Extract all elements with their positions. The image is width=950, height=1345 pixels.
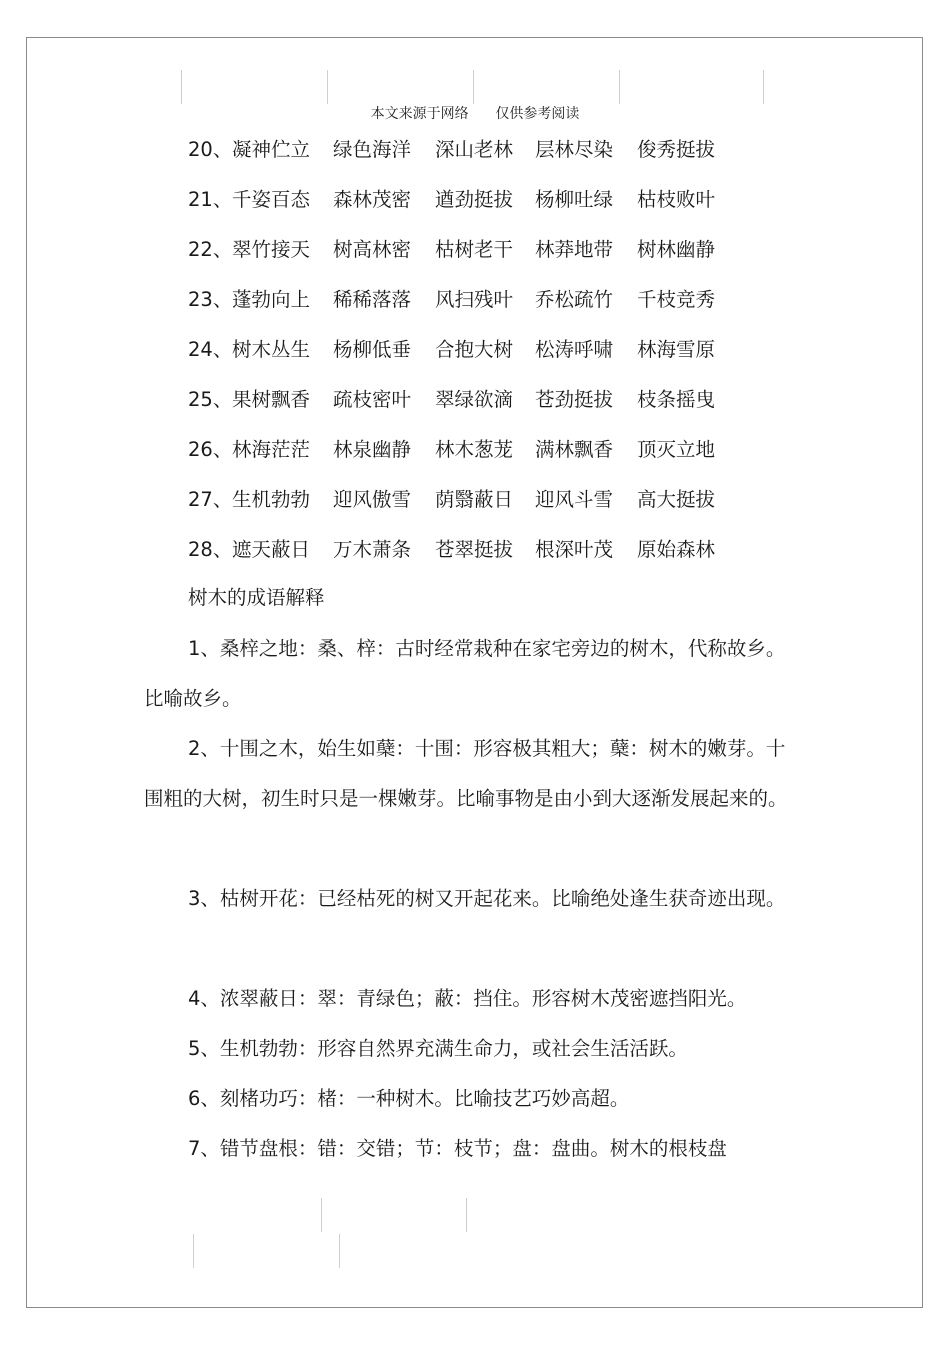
idiom-row [188, 535, 748, 565]
idiom-item: 绿色海洋 [333, 138, 412, 161]
header-note: 本文来源于网络 仅供参考阅读 [370, 106, 580, 122]
idiom-item: 遮天蔽日 [232, 538, 311, 561]
idiom-item: 生机勃勃 [232, 488, 311, 511]
idiom-item: 枯枝败叶 [637, 188, 716, 211]
idiom-item: 原始森林 [637, 538, 716, 561]
idiom-item: 果树飘香 [232, 388, 311, 411]
section-title: 树木的成语解释 [188, 586, 325, 609]
idiom-item: 深山老林 [435, 138, 514, 161]
idiom-item: 树木丛生 [232, 338, 311, 361]
idiom-row-number: 26、 [188, 438, 233, 461]
idiom-item: 合抱大树 [435, 338, 514, 361]
idiom-item: 翠竹接天 [232, 238, 311, 261]
idiom-row [188, 435, 748, 465]
idiom-row-number: 22、 [188, 238, 233, 261]
idiom-item: 林海雪原 [637, 338, 716, 361]
idiom-item: 高大挺拔 [637, 488, 716, 511]
idiom-row-number: 23、 [188, 288, 233, 311]
idiom-item: 枝条摇曳 [637, 388, 716, 411]
idiom-item: 翠绿欲滴 [435, 388, 514, 411]
idiom-item: 杨柳低垂 [333, 338, 412, 361]
idiom-item: 根深叶茂 [535, 538, 614, 561]
explanation-6: 6、刻楮功巧：楮：一种树木。比喻技艺巧妙高超。 [188, 1087, 630, 1110]
idiom-row-number: 24、 [188, 338, 233, 361]
header-rule-5 [763, 70, 764, 104]
idiom-row-number: 25、 [188, 388, 233, 411]
idiom-item: 苍翠挺拔 [435, 538, 514, 561]
explanation-2: 2、十围之木，始生如蘖：十围：形容极其粗大；蘖：树木的嫩芽。十围粗的大树，初生时只是一棵嫩芽。比喻事物是由小到大逐渐发展起来的。 [144, 737, 788, 810]
idiom-item: 荫翳蔽日 [435, 488, 514, 511]
explanation-7: 7、错节盘根：错：交错；节：枝节；盘：盘曲。树木的根枝盘 [188, 1137, 727, 1160]
idiom-item: 林泉幽静 [333, 438, 412, 461]
explanation-3: 3、枯树开花：已经枯死的树又开起花来。比喻绝处逢生获奇迹出现。 [188, 887, 786, 910]
idiom-item: 俊秀挺拔 [637, 138, 716, 161]
idiom-item: 林莽地带 [535, 238, 614, 261]
idiom-item: 千枝竞秀 [637, 288, 716, 311]
footer-rule-3 [193, 1234, 194, 1268]
idiom-row-number: 20、 [188, 138, 233, 161]
idiom-row [188, 285, 748, 315]
explanation-1: 1、桑梓之地：桑、梓：古时经常栽种在家宅旁边的树木，代称故乡。比喻故乡。 [144, 637, 786, 710]
footer-rule-2 [466, 1198, 467, 1232]
idiom-item: 蓬勃向上 [232, 288, 311, 311]
header-rule-1 [181, 70, 182, 104]
footer-rule-1 [321, 1198, 322, 1232]
idiom-item: 迎风傲雪 [333, 488, 412, 511]
idiom-item: 遒劲挺拔 [435, 188, 514, 211]
explanation-5: 5、生机勃勃：形容自然界充满生命力，或社会生活活跃。 [188, 1037, 688, 1060]
idiom-row-number: 21、 [188, 188, 233, 211]
idiom-item: 树林幽静 [637, 238, 716, 261]
header-rule-3 [473, 70, 474, 104]
idiom-item: 顶灭立地 [637, 438, 716, 461]
idiom-item: 树高林密 [333, 238, 412, 261]
idiom-item: 杨柳吐绿 [535, 188, 614, 211]
idiom-row-number: 28、 [188, 538, 233, 561]
idiom-row [188, 235, 748, 265]
idiom-item: 风扫残叶 [435, 288, 514, 311]
idiom-item: 林海茫茫 [232, 438, 311, 461]
idiom-item: 凝神伫立 [232, 138, 311, 161]
idiom-row [188, 485, 748, 515]
idiom-item: 森林茂密 [333, 188, 412, 211]
idiom-item: 迎风斗雪 [535, 488, 614, 511]
idiom-row-number: 27、 [188, 488, 233, 511]
idiom-item: 苍劲挺拔 [535, 388, 614, 411]
idiom-row [188, 135, 748, 165]
idiom-row [188, 335, 748, 365]
idiom-item: 乔松疏竹 [535, 288, 614, 311]
idiom-item: 层林尽染 [535, 138, 614, 161]
footer-rule-4 [339, 1234, 340, 1268]
idiom-item: 万木萧条 [333, 538, 412, 561]
idiom-item: 松涛呼啸 [535, 338, 614, 361]
explanation-4: 4、浓翠蔽日：翠：青绿色；蔽：挡住。形容树木茂密遮挡阳光。 [188, 987, 747, 1010]
idiom-row [188, 385, 748, 415]
idiom-item: 满林飘香 [535, 438, 614, 461]
idiom-item: 林木葱茏 [435, 438, 514, 461]
idiom-item: 稀稀落落 [333, 288, 412, 311]
idiom-item: 千姿百态 [232, 188, 311, 211]
idiom-row [188, 185, 748, 215]
idiom-item: 疏枝密叶 [333, 388, 412, 411]
header-rule-2 [327, 70, 328, 104]
idiom-item: 枯树老干 [435, 238, 514, 261]
header-rule-4 [619, 70, 620, 104]
